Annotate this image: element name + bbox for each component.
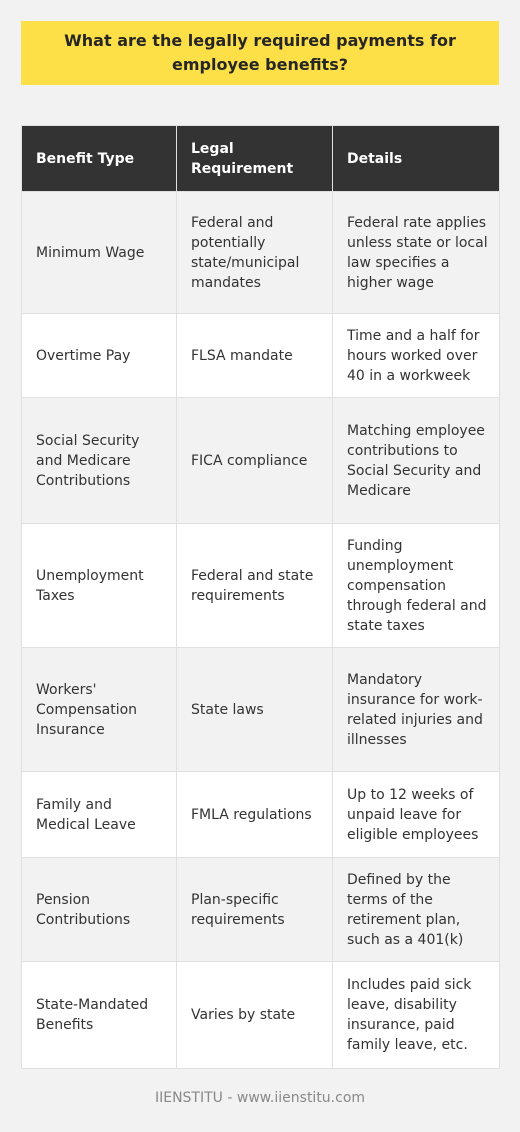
cell-legal-requirement: Federal and potentially state/municipal mandates <box>177 192 333 314</box>
benefits-table-container <box>21 125 499 1069</box>
column-header-benefit-type: Benefit Type <box>22 126 177 192</box>
cell-benefit-type: State-Mandated Benefits <box>22 962 177 1069</box>
cell-details: Matching employee contributions to Social Security and Medicare <box>333 398 500 524</box>
cell-details: Funding unemployment compensation through federal and state taxes <box>333 524 500 648</box>
cell-benefit-type: Unemployment Taxes <box>22 524 177 648</box>
benefits-table <box>21 125 500 1069</box>
page-title-text: What are the legally required payments for employee benefits? <box>64 31 456 74</box>
cell-benefit-type: Minimum Wage <box>22 192 177 314</box>
cell-details: Defined by the terms of the retirement plan, such as a 401(k) <box>333 858 500 962</box>
cell-legal-requirement: State laws <box>177 648 333 772</box>
table-row <box>22 962 500 1069</box>
cell-legal-requirement: FMLA regulations <box>177 772 333 858</box>
column-header-legal-requirement: Legal Requirement <box>177 126 333 192</box>
footer-credit: IIENSTITU - www.iienstitu.com <box>154 1090 366 1106</box>
page-title <box>21 21 499 85</box>
cell-benefit-type: Pension Contributions <box>22 858 177 962</box>
table-row <box>22 772 500 858</box>
cell-benefit-type: Social Security and Medicare Contributions <box>22 398 177 524</box>
cell-benefit-type: Overtime Pay <box>22 314 177 398</box>
cell-details: Up to 12 weeks of unpaid leave for eligible employees <box>333 772 500 858</box>
cell-details: Mandatory insurance for work-related injuries and illnesses <box>333 648 500 772</box>
cell-details: Federal rate applies unless state or local law specifies a higher wage <box>333 192 500 314</box>
table-row <box>22 648 500 772</box>
cell-legal-requirement: Plan-specific requirements <box>177 858 333 962</box>
cell-legal-requirement: Varies by state <box>177 962 333 1069</box>
cell-details: Time and a half for hours worked over 40 in a workweek <box>333 314 500 398</box>
table-row <box>22 858 500 962</box>
table-row <box>22 524 500 648</box>
column-header-details: Details <box>333 126 500 192</box>
cell-legal-requirement: FLSA mandate <box>177 314 333 398</box>
cell-legal-requirement: FICA compliance <box>177 398 333 524</box>
cell-legal-requirement: Federal and state requirements <box>177 524 333 648</box>
cell-benefit-type: Family and Medical Leave <box>22 772 177 858</box>
table-row <box>22 192 500 314</box>
table-row <box>22 314 500 398</box>
table-row <box>22 398 500 524</box>
cell-benefit-type: Workers' Compensation Insurance <box>22 648 177 772</box>
cell-details: Includes paid sick leave, disability insurance, paid family leave, etc. <box>333 962 500 1069</box>
table-header-row <box>22 126 500 192</box>
